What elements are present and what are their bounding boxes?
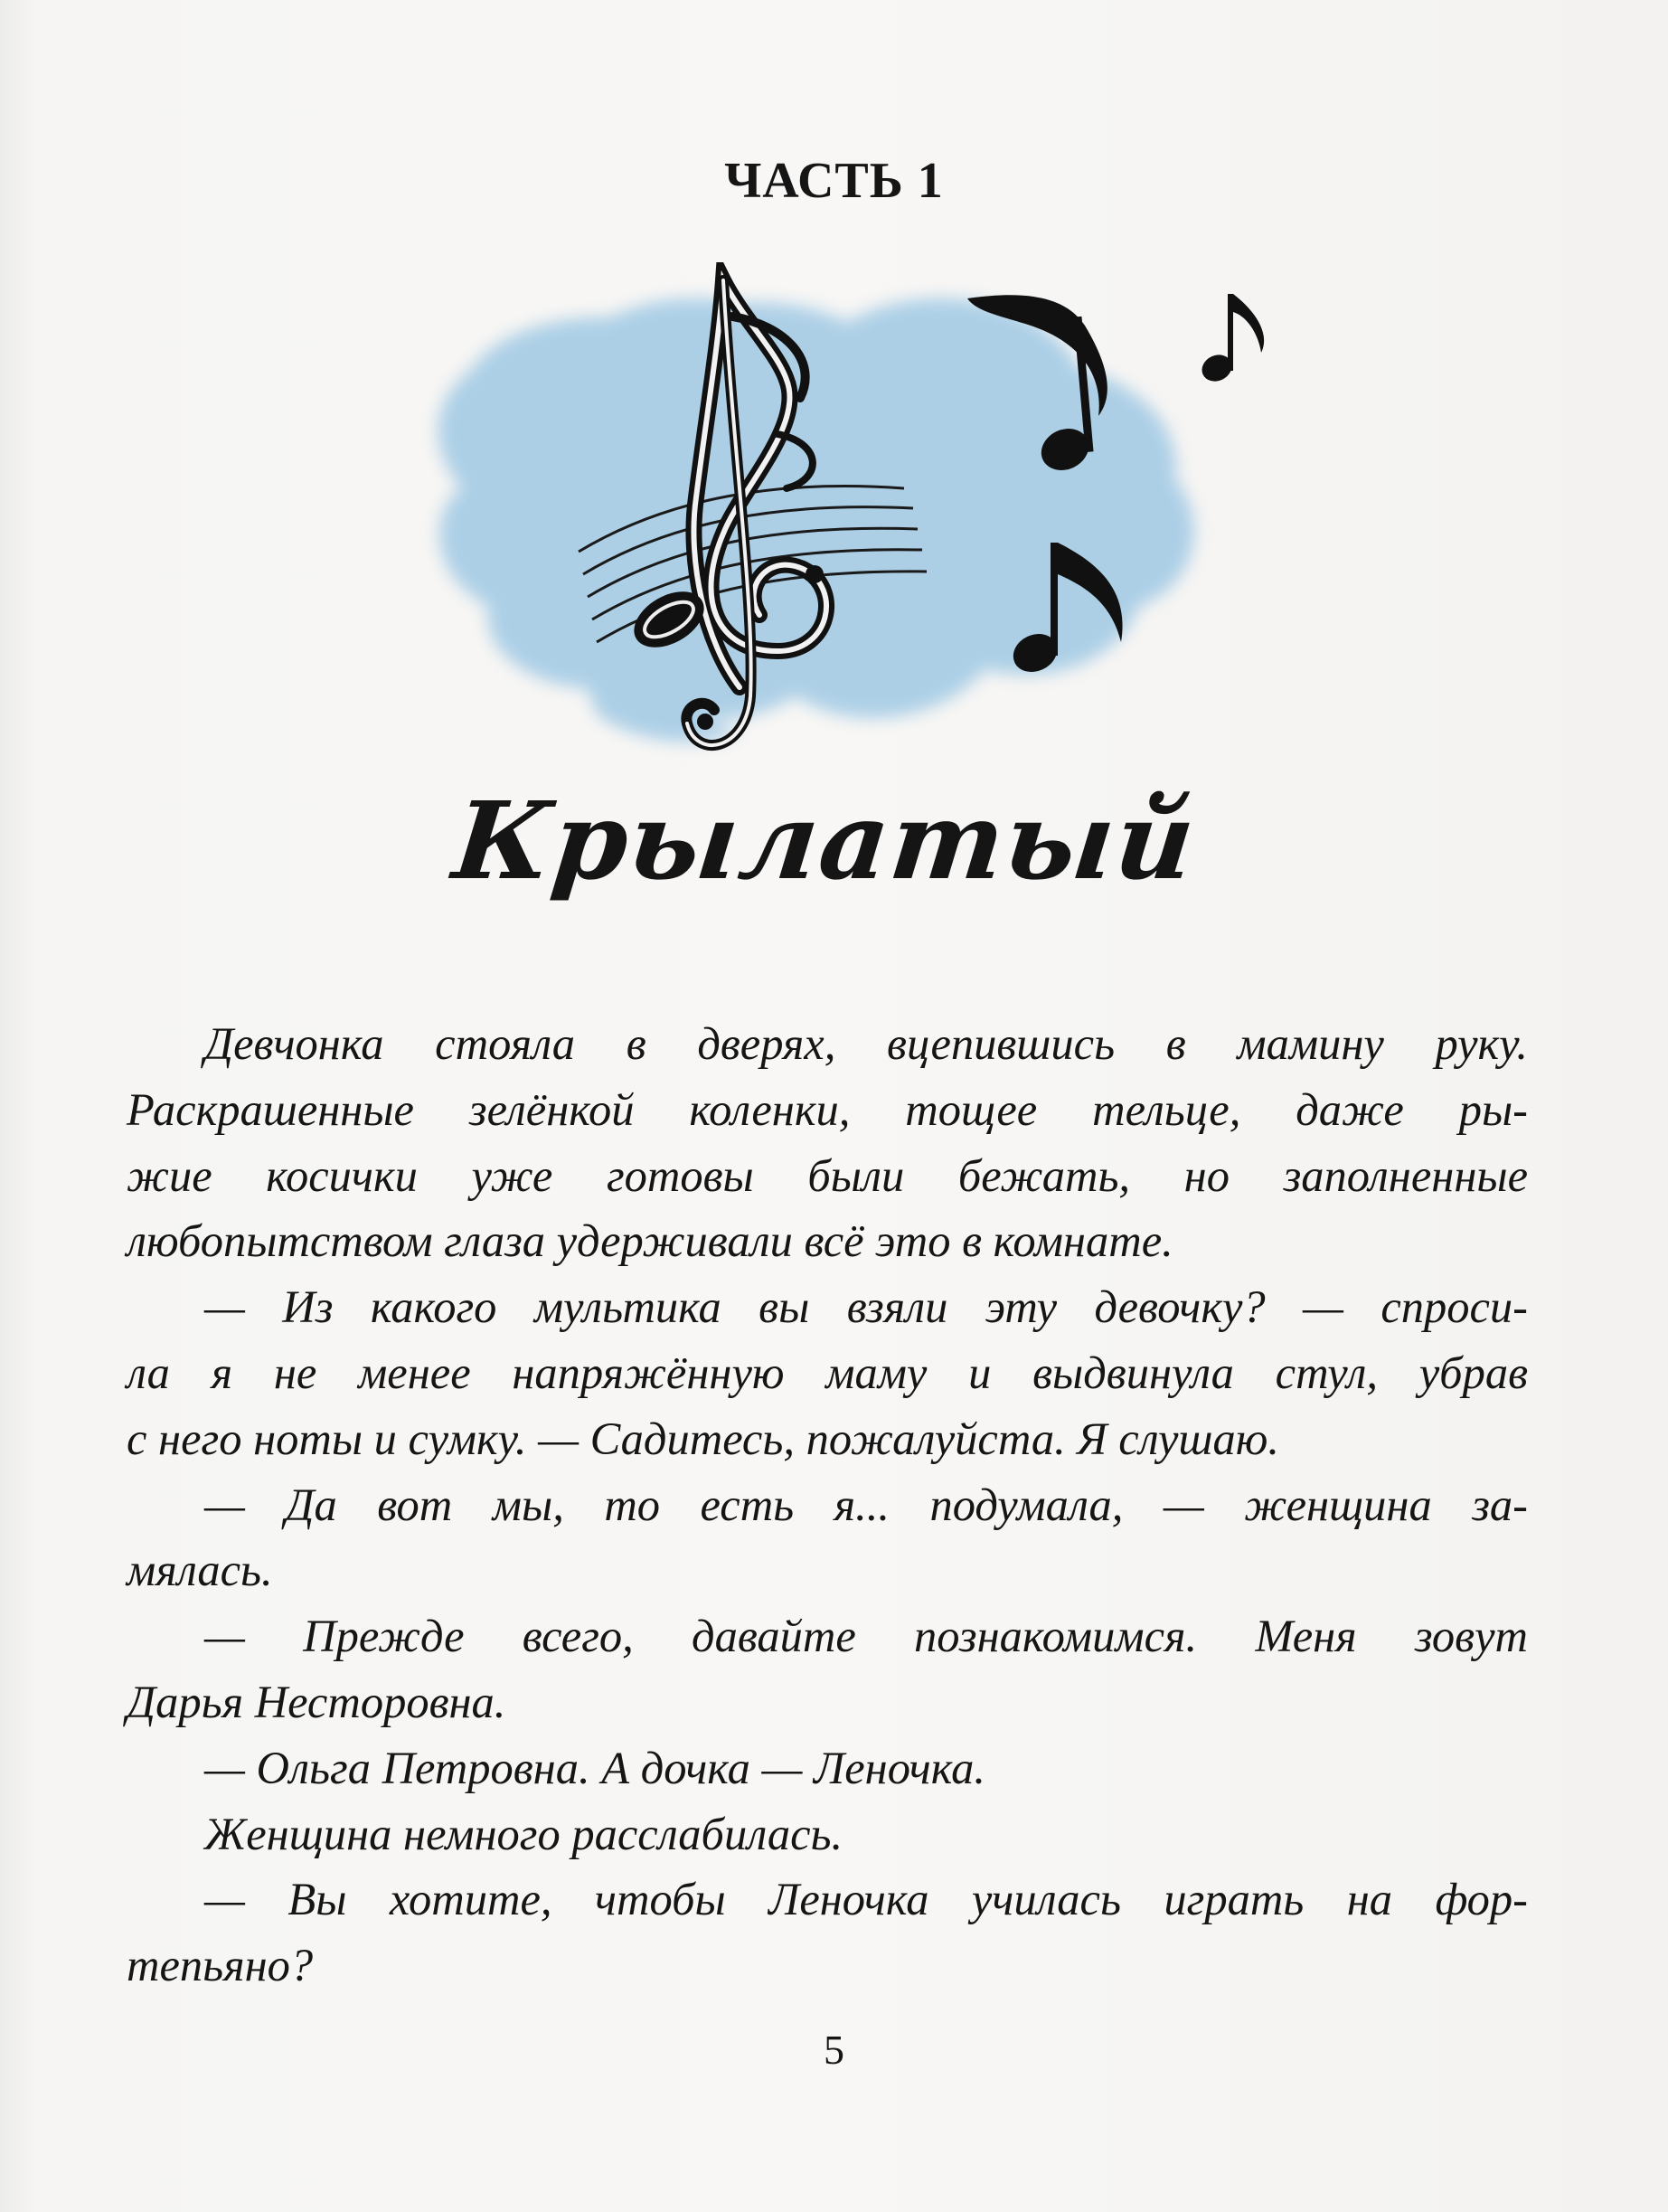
text-line: Раскрашенные зелёнкой коленки, тощее тельце, даже ры- (127, 1083, 1528, 1135)
eighth-note-small-icon (1198, 294, 1264, 386)
page-number: 5 (824, 2027, 844, 2073)
text-line: мялась. (127, 1545, 273, 1596)
text-line: — Ольга Петровна. А дочка — Леночка. (204, 1742, 985, 1793)
text-line: любопытством глаза удерживали всё это в комнате. (127, 1215, 1173, 1267)
text-line: Девчонка стояла в дверях, вцепившись в мамину руку. (204, 1018, 1528, 1069)
text-line: тепьяно? (127, 1940, 314, 1991)
text-line: Дарья Несторовна. (127, 1676, 506, 1727)
text-line: жие косички уже готовы были бежать, но заполненные (127, 1149, 1528, 1201)
text-line: Женщина немного расслабилась. (204, 1808, 843, 1859)
music-illustration (398, 262, 1302, 787)
part-label: ЧАСТЬ 1 (724, 153, 944, 209)
text-line: — Вы хотите, чтобы Леночка училась играть на фор- (204, 1874, 1528, 1925)
chapter-title: Крылатый (448, 778, 1202, 903)
text-line: с него ноты и сумку. — Садитесь, пожалуйста. Я слушаю. (127, 1413, 1280, 1464)
body-text (127, 1011, 1528, 1999)
text-line: — Да вот мы, то есть я... подумала, — женщина за- (204, 1479, 1528, 1530)
text-line: ла я не менее напряжённую маму и выдвинула стул, убрав (127, 1347, 1528, 1398)
text-line: — Прежде всего, давайте познакомимся. Меня зовут (204, 1611, 1528, 1662)
text-line: — Из какого мультика вы взяли эту девочку? — спроси- (204, 1281, 1528, 1333)
